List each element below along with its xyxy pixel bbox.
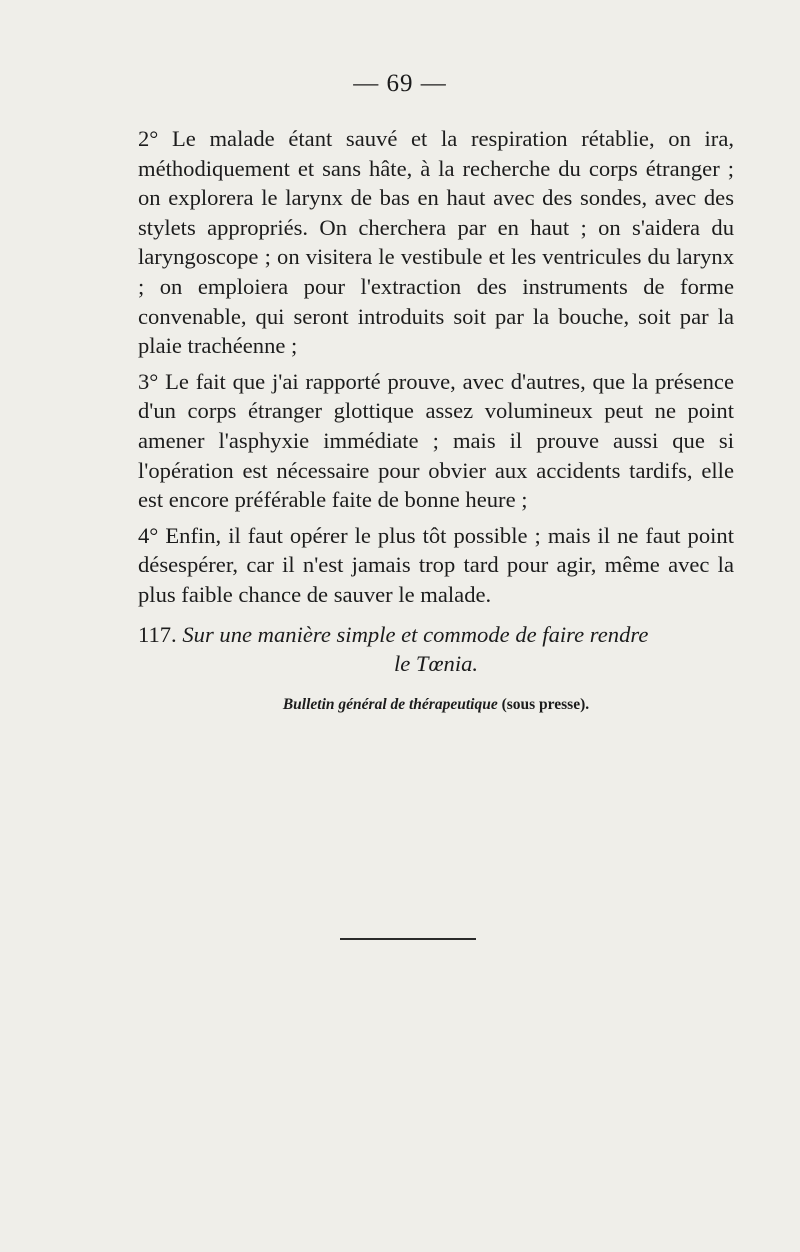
- page-number: — 69 —: [353, 70, 447, 97]
- notice-number: 117.: [138, 621, 177, 647]
- paragraph-3: 3° Le fait que j'ai rapporté prouve, avec d'autres, que la présence d'un corps étranger glottique assez volumineux peut ne point amener l'asphyxie immédiate ; mais il prouve aussi que si l'opération est nécessaire pour obvier aux accidents tardifs, elle est encore préférable faite de bonne heure ;: [138, 368, 734, 513]
- source-citation: [138, 695, 734, 715]
- source-status: (sous presse).: [501, 695, 590, 713]
- notice-title-line1: Sur une manière simple et commode de faire rendre: [182, 621, 649, 647]
- source-journal: Bulletin général de thérapeutique: [282, 695, 498, 713]
- notice-title-line2: le Tœnia.: [393, 651, 479, 677]
- paragraph-2: 2° Le malade étant sauvé et la respiration rétablie, on ira, méthodiquement et sans hâte, à la recherche du corps étranger ; on explorera le larynx de bas en haut avec des sondes, avec des stylets appropriés. On cherchera par en haut ; on s'aidera du laryngoscope ; on visitera le vestibule et les ventricules du larynx ; on emploiera pour l'extraction des instruments de forme convenable, qui seront introduits soit par la bouche, soit par la plaie trachéenne ;: [138, 126, 734, 359]
- text-block: [138, 124, 734, 715]
- paragraph-4: 4° Enfin, il faut opérer le plus tôt possible ; mais il ne faut point désespérer, car il n'est jamais trop tard pour agir, même avec la plus faible chance de sauver le malade.: [138, 522, 734, 607]
- section-rule: [340, 938, 476, 940]
- notice-entry: [138, 620, 734, 679]
